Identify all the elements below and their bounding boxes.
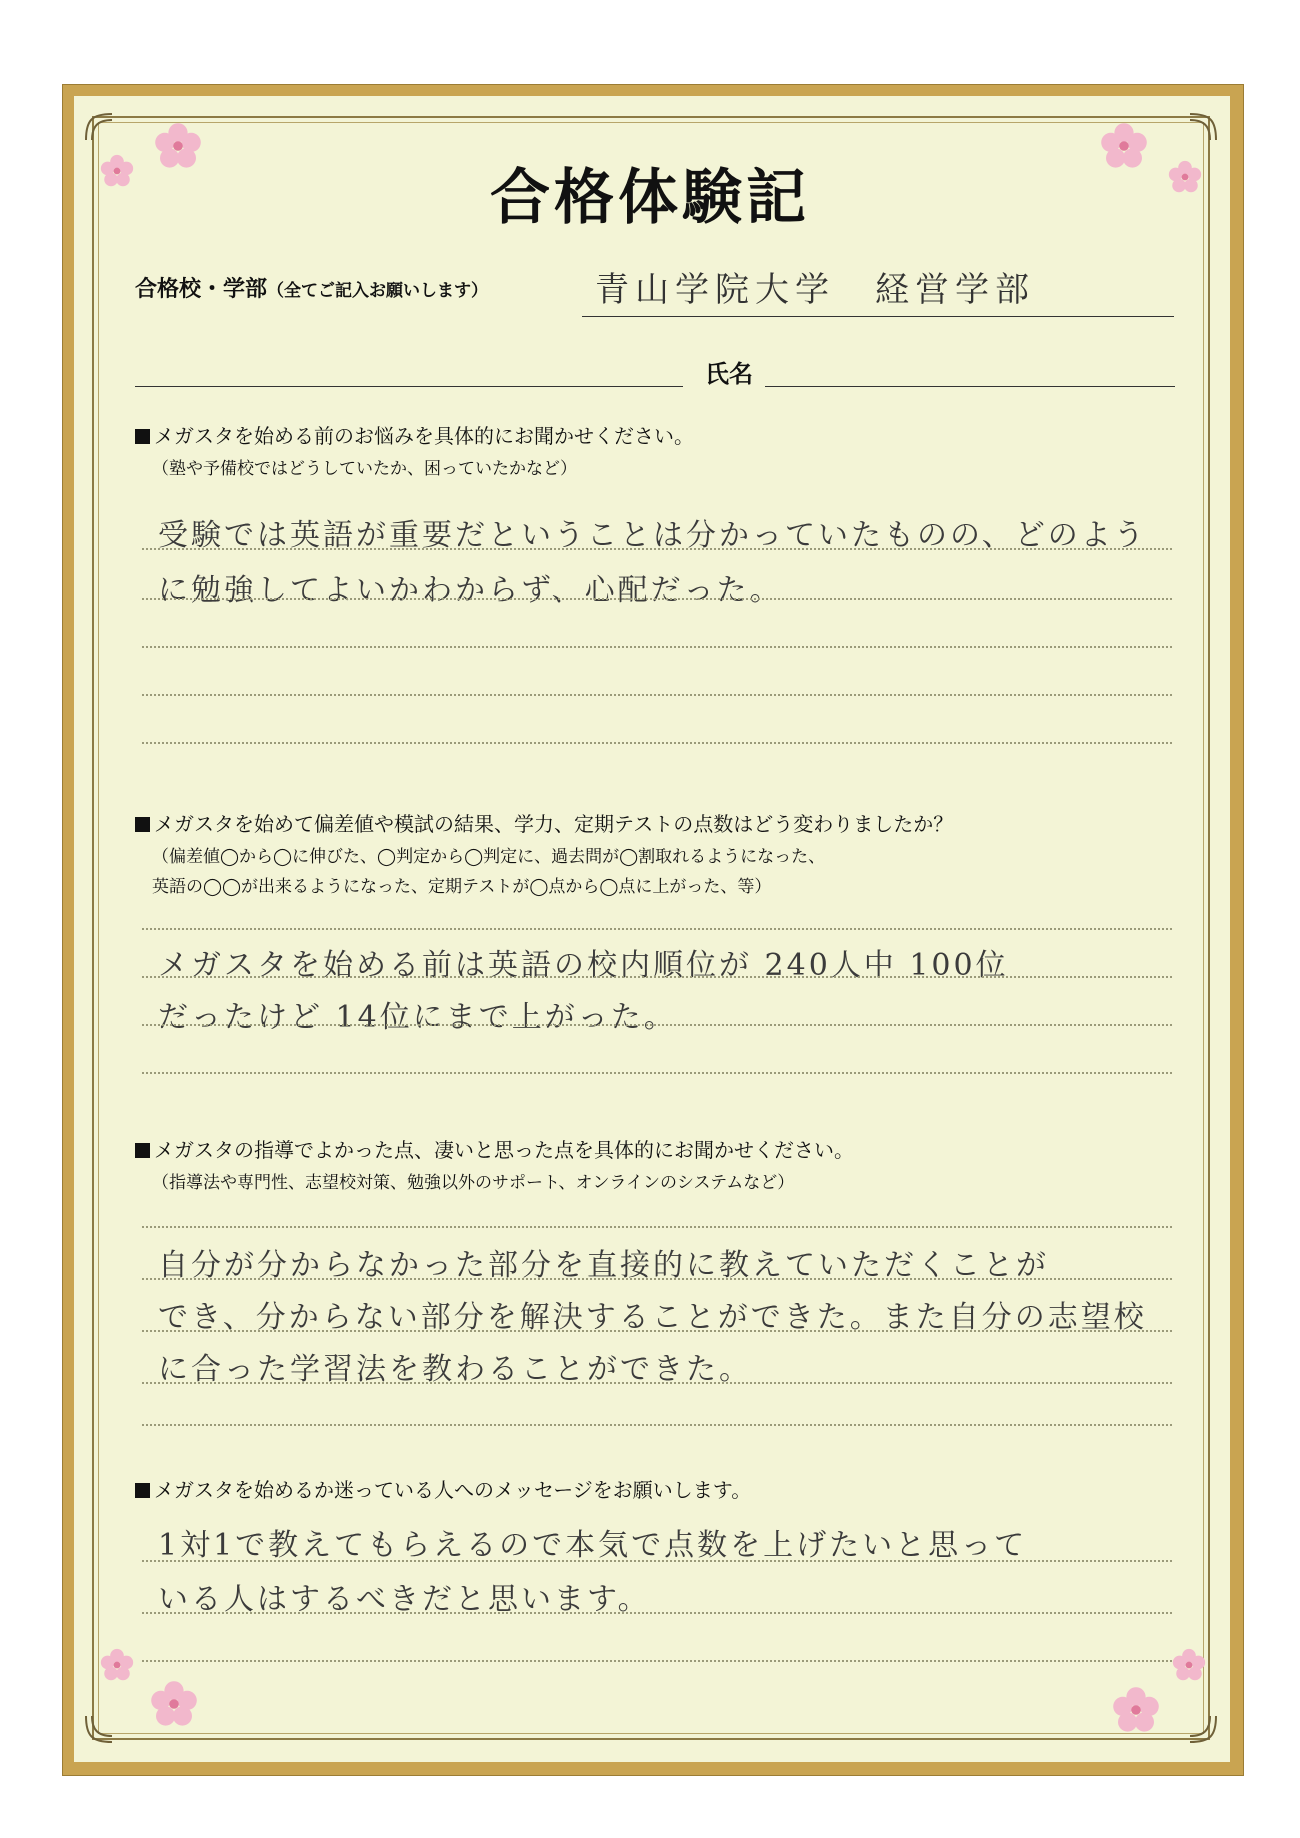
answer-rule <box>142 1382 1172 1384</box>
question-3-hint: （指導法や専門性、志望校対策、勉強以外のサポート、オンラインのシステムなど） <box>152 1173 795 1193</box>
question-4 <box>135 1474 751 1503</box>
square-bullet-icon <box>135 1483 150 1498</box>
school-underline <box>582 316 1174 317</box>
corner-ornament-icon <box>1186 110 1220 144</box>
answer-rule <box>142 548 1172 550</box>
answer-1-line-1: 受験では英語が重要だということは分かっていたものの、どのよう <box>158 518 1147 553</box>
corner-ornament-icon <box>1186 1712 1220 1746</box>
answer-3-line-1: 自分が分からなかった部分を直接的に教えていただくことが <box>158 1248 1049 1283</box>
school-label <box>135 272 488 303</box>
page-title: 合格体験記 <box>490 163 810 233</box>
question-text: メガスタを始めて偏差値や模試の結果、学力、定期テストの点数はどう変わりましたか？ <box>154 812 954 836</box>
question-text: メガスタを始める前のお悩みを具体的にお聞かせください。 <box>154 424 694 448</box>
question-2-hint-1: （偏差値◯から◯に伸びた、◯判定から◯判定に、過去問が◯割取れるようになった、 <box>152 847 826 867</box>
answer-rule <box>142 1226 1172 1228</box>
answer-rule <box>142 1612 1172 1614</box>
answer-rule <box>142 598 1172 600</box>
name-underline <box>765 386 1175 387</box>
answer-4-line-1: 1対1で教えてもらえるので本気で点数を上げたいと思って <box>158 1528 1028 1563</box>
answer-rule <box>142 1424 1172 1426</box>
question-1-hint: （塾や予備校ではどうしていたか、困っていたかなど） <box>152 459 577 479</box>
answer-rule <box>142 976 1172 978</box>
answer-rule <box>142 1278 1172 1280</box>
question-2-hint-2: 英語の◯◯が出来るようになった、定期テストが◯点から◯点に上がった、等） <box>152 877 772 897</box>
name-underline-left <box>135 386 683 387</box>
answer-rule <box>142 1560 1172 1562</box>
square-bullet-icon <box>135 1143 150 1158</box>
question-3 <box>135 1134 854 1163</box>
answer-4-line-2: いる人はするべきだと思います。 <box>158 1582 651 1617</box>
cherry-blossom-icon <box>100 1648 134 1682</box>
answer-rule <box>142 1660 1172 1662</box>
answer-rule <box>142 646 1172 648</box>
question-2 <box>135 808 953 837</box>
answer-rule <box>142 694 1172 696</box>
answer-2-line-2: だったけど 14位にまで上がった。 <box>158 1000 677 1035</box>
answer-rule <box>142 1024 1172 1026</box>
answer-rule <box>142 1330 1172 1332</box>
school-note: （全てご記入お願いします） <box>267 281 489 301</box>
corner-ornament-icon <box>82 110 116 144</box>
cherry-blossom-icon <box>150 1680 198 1728</box>
school-value: 青山学院大学 経営学部 <box>595 270 1035 310</box>
answer-2-line-1: メガスタを始める前は英語の校内順位が 240人中 100位 <box>158 948 1009 983</box>
answer-3-line-3: に合った学習法を教わることができた。 <box>158 1352 752 1387</box>
question-text: メガスタの指導でよかった点、凄いと思った点を具体的にお聞かせください。 <box>154 1138 854 1162</box>
answer-rule <box>142 1072 1172 1074</box>
name-label: 氏名 <box>705 359 753 388</box>
school-label-text: 合格校・学部 <box>135 276 268 302</box>
answer-1-line-2: に勉強してよいかわからず、心配だった。 <box>158 573 783 608</box>
question-text: メガスタを始めるか迷っている人へのメッセージをお願いします。 <box>154 1478 752 1502</box>
cherry-blossom-icon <box>1172 1648 1206 1682</box>
answer-rule <box>142 928 1172 930</box>
cherry-blossom-icon <box>1112 1686 1160 1734</box>
question-1 <box>135 420 694 449</box>
corner-ornament-icon <box>82 1712 116 1746</box>
answer-3-line-2: でき、分からない部分を解決することができた。また自分の志望校 <box>158 1300 1147 1335</box>
answer-rule <box>142 742 1172 744</box>
square-bullet-icon <box>135 429 150 444</box>
square-bullet-icon <box>135 817 150 832</box>
